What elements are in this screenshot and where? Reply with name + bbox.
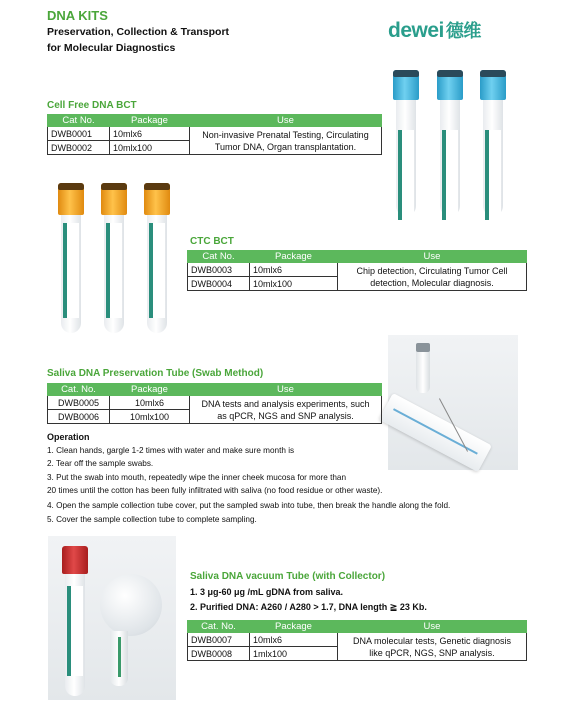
cell-cat: DWB0007	[188, 633, 250, 647]
cellfree-title: Cell Free DNA BCT	[47, 100, 137, 111]
col-header-use: Use	[338, 251, 527, 263]
col-header-package: Package	[250, 251, 338, 263]
swab-package	[379, 393, 492, 472]
cell-package: 1mlx100	[250, 647, 338, 661]
col-header-use: Use	[190, 115, 382, 127]
table-header-row	[48, 115, 382, 127]
cell-package: 10mlx6	[110, 396, 190, 410]
operation-heading: Operation	[47, 432, 90, 442]
orange-tube	[144, 183, 170, 333]
table-header-row	[188, 621, 527, 633]
col-header-cat: Cat. No.	[48, 384, 110, 396]
cell-package: 10mlx100	[110, 141, 190, 155]
col-header-package: Package	[250, 621, 338, 633]
cell-use	[190, 396, 382, 424]
operation-step: 3. Put the swab into mouth, repeatedly wipe the inner cheek mucosa for more than	[47, 473, 347, 482]
cell-package: 10mlx6	[250, 263, 338, 277]
col-header-use: Use	[338, 621, 527, 633]
use-line: detection, Molecular diagnosis.	[370, 277, 494, 288]
spec-line: 1. 3 μg-60 μg /mL gDNA from saliva.	[190, 587, 344, 597]
use-line: Non-invasive Prenatal Testing, Circulating	[202, 129, 369, 140]
col-header-package: Package	[110, 115, 190, 127]
table-row	[188, 263, 527, 277]
blue-tube	[437, 70, 463, 216]
cell-cat: DWB0003	[188, 263, 250, 277]
cell-use	[338, 263, 527, 291]
saliva-swab-title: Saliva DNA Preservation Tube (Swab Method)	[47, 368, 264, 379]
operation-step: 5. Cover the sample collection tube to complete sampling.	[47, 515, 257, 524]
subtitle-line2: for Molecular Diagnostics	[47, 42, 176, 54]
cell-cat: DWB0005	[48, 396, 110, 410]
table-header-row	[188, 251, 527, 263]
col-header-use: Use	[190, 384, 382, 396]
use-line: DNA molecular tests, Genetic diagnosis	[352, 635, 512, 646]
saliva-vacuum-table	[187, 620, 527, 661]
spec-line: 2. Purified DNA: A260 / A280 > 1.7, DNA length ≧ 23 Kb.	[190, 602, 427, 612]
table-row	[188, 633, 527, 647]
operation-step: 4. Open the sample collection tube cover, put the sampled swab into tube, then break the handle along the fold.	[47, 501, 451, 510]
cell-cat: DWB0002	[48, 141, 110, 155]
collector-tube	[110, 631, 128, 686]
brand-logo	[388, 17, 481, 43]
cell-cat: DWB0008	[188, 647, 250, 661]
blue-tube	[393, 70, 419, 216]
col-header-cat: Cat No.	[48, 115, 110, 127]
orange-tube	[101, 183, 127, 333]
use-line: Tumor DNA, Organ transplantation.	[214, 141, 357, 152]
ctc-table	[187, 250, 527, 291]
vacuum-tube-image	[48, 536, 176, 700]
orange-tube	[58, 183, 84, 333]
cell-cat: DWB0004	[188, 277, 250, 291]
saliva-swab-table	[47, 383, 382, 424]
page-title: DNA KITS	[47, 8, 108, 23]
swab-tube	[416, 343, 430, 393]
collector-funnel	[100, 574, 162, 636]
cell-cat: DWB0006	[48, 410, 110, 424]
cell-package: 10mlx6	[110, 127, 190, 141]
col-header-cat: Cat No.	[188, 251, 250, 263]
operation-step: 1. Clean hands, gargle 1-2 times with water and make sure month is	[47, 446, 295, 455]
use-line: like qPCR, NGS, SNP analysis.	[369, 647, 495, 658]
cell-use	[190, 127, 382, 155]
cell-package: 10mlx100	[250, 277, 338, 291]
brand-name-cn: 德维	[445, 21, 481, 41]
use-line: DNA tests and analysis experiments, such	[201, 398, 370, 409]
operation-step: 20 times until the cotton has been fully infiltrated with saliva (no food residue or other waste).	[47, 486, 383, 495]
cell-cat: DWB0001	[48, 127, 110, 141]
use-line: Chip detection, Circulating Tumor Cell	[356, 265, 508, 276]
blue-tube	[480, 70, 506, 216]
red-tube	[62, 546, 88, 696]
cellfree-table	[47, 114, 382, 155]
table-row	[48, 396, 382, 410]
subtitle-line1: Preservation, Collection & Transport	[47, 26, 230, 38]
col-header-cat: Cat. No.	[188, 621, 250, 633]
saliva-vacuum-title: Saliva DNA vacuum Tube (with Collector)	[190, 571, 386, 582]
col-header-package: Package	[110, 384, 190, 396]
cell-package: 10mlx100	[110, 410, 190, 424]
use-line: as qPCR, NGS and SNP analysis.	[217, 410, 354, 421]
swab-kit-image	[388, 335, 518, 470]
ctc-title: CTC BCT	[190, 236, 234, 247]
operation-step: 2. Tear off the sample swabs.	[47, 459, 154, 468]
cell-package: 10mlx6	[250, 633, 338, 647]
brand-name: dewei	[388, 19, 444, 42]
table-row	[48, 127, 382, 141]
table-header-row	[48, 384, 382, 396]
cell-use	[338, 633, 527, 661]
